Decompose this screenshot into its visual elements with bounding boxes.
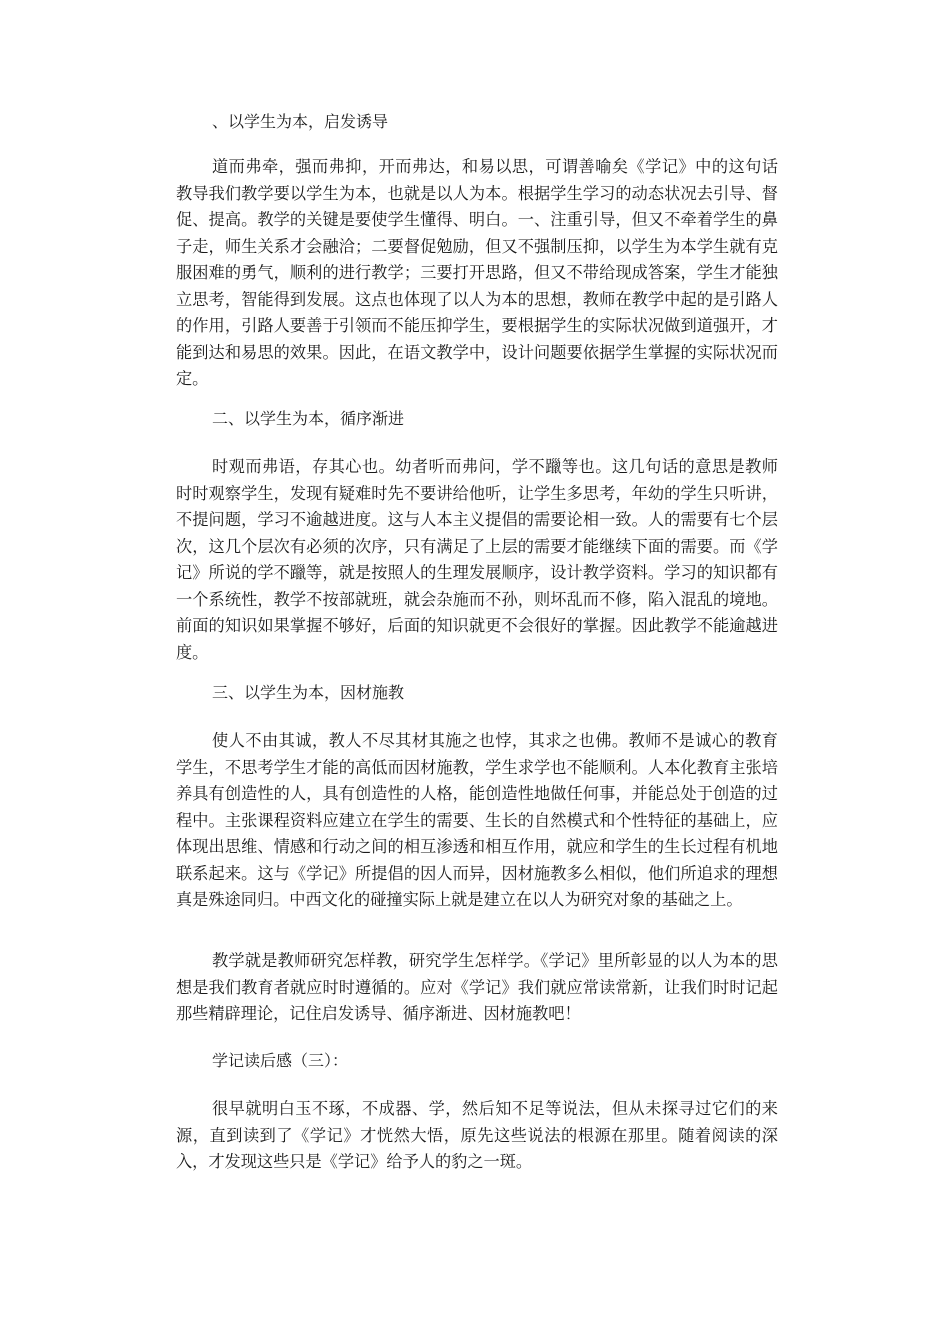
section-heading-2: 二、以学生为本，循序渐进 (212, 409, 405, 428)
next-article-title: 学记读后感（三）： (212, 1051, 349, 1070)
next-article-paragraph: 很早就明白玉不琢，不成器、学，然后知不足等说法，但从未探寻过它们的来源，直到读到了《学记》才恍然大悟，原先这些说法的根源在那里。随着阅读的深入，才发现这些只是《学记》给予人的豹之一斑。 (176, 1099, 778, 1171)
section-heading-3: 三、以学生为本，因材施教 (212, 683, 405, 702)
section-heading-1: 、以学生为本，启发诱导 (212, 112, 389, 131)
section-paragraph-3: 使人不由其诚，教人不尽其材其施之也悖，其求之也佛。教师不是诚心的教育学生，不思考学生才能的高低而因材施教，学生求学也不能顺利。人本化教育主张培养具有创造性的人，具有创造性的人格，能创造性地做任何事，并能总处于创造的过程中。主张课程资料应建立在学生的需要、生长的自然模式和个性特征的基础上，应体现出思维、情感和行动之间的相互渗透和相互作用，就应和学生的生长过程有机地联系起来。这与《学记》所提倡的因人而异，因材施教多么相似，他们所追求的理想真是殊途同归。中西文化的碰撞实际上就是建立在以人为研究对象的基础之上。 (176, 731, 778, 909)
section-paragraph-2: 时观而弗语，存其心也。幼者听而弗问，学不躐等也。这几句话的意思是教师时时观察学生，发现有疑难时先不要讲给他听，让学生多思考，年幼的学生只听讲，不提问题，学习不逾越进度。这与人本主义提倡的需要论相一致。人的需要有七个层次，这几个层次有必须的次序，只有满足了上层的需要才能继续下面的需要。而《学记》所说的学不躐等，就是按照人的生理发展顺序，设计教学资料。学习的知识都有一个系统性，教学不按部就班，就会杂施而不孙，则坏乱而不修，陷入混乱的境地。前面的知识如果掌握不够好，后面的知识就更不会很好的掌握。因此教学不能逾越进度。 (176, 457, 778, 662)
section-paragraph-1: 道而弗牵，强而弗抑，开而弗达，和易以思，可谓善喻矣《学记》中的这句话教导我们教学要以学生为本，也就是以人为本。根据学生学习的动态状况去引导、督促、提高。教学的关键是要使学生懂得、明白。一、注重引导，但又不牵着学生的鼻子走，师生关系才会融洽；二要督促勉励，但又不强制压抑，以学生为本学生就有克服困难的勇气，顺利的进行教学；三要打开思路，但又不带给现成答案，学生才能独立思考，智能得到发展。这点也体现了以人为本的思想，教师在教学中起的是引路人的作用，引路人要善于引领而不能压抑学生，要根据学生的实际状况做到道强开，才能到达和易思的效果。因此，在语文教学中，设计问题要依据学生掌握的实际状况而定。 (176, 157, 778, 388)
conclusion-paragraph: 教学就是教师研究怎样教，研究学生怎样学。《学记》里所彰显的以人为本的思想是我们教育者就应时时遵循的。应对《学记》我们就应常读常新，让我们时时记起那些精辟理论，记住启发诱导、循序渐进、因材施教吧！ (176, 951, 778, 1023)
